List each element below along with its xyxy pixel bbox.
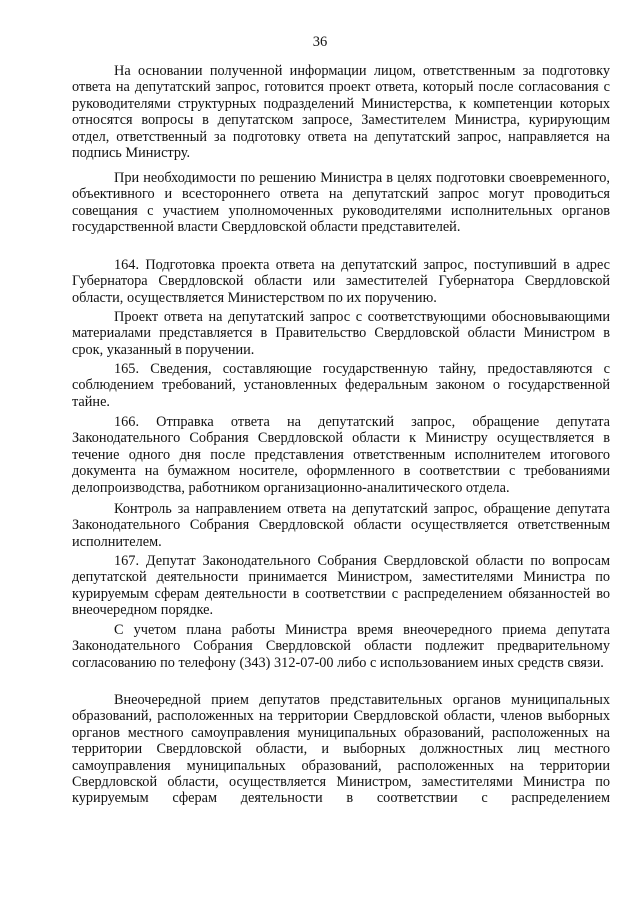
paragraph-draft-submission: Проект ответа на депутатский запрос с соответствующими обосновывающими материалами представляется в Правительство Свердловской области Министром в срок, указанный в поручении. <box>72 309 610 358</box>
paragraph-item-164: 164. Подготовка проекта ответа на депутатский запрос, поступивший в адрес Губернатора Свердловской области или заместителей Губернатора Свердловской области, осуществляется Министерством по их поручению. <box>72 257 610 306</box>
paragraph-municipal-deputies: Внеочередной прием депутатов представительных органов муниципальных образований, расположенных на территории Свердловской области, членов выборных органов местного самоуправления муниципальных образований, расположенных на территории Свердловской области, и выборных должностных лиц местного самоуправления муниципальных образований, расположенных на территории Свердловской области, осуществляется Министром, заместителями Министра по курируемым сферам деятельности в соответствии с распределением <box>72 692 610 807</box>
paragraph-response-preparation: На основании полученной информации лицом, ответственным за подготовку ответа на депутатский запрос, готовится проект ответа, который после согласования с руководителями структурных подразделений Министерства, к компетенции которых относятся вопросы в депутатском запросе, Заместителем Министра, курирующим отдел, ответственный за подготовку ответа на депутатский запрос, направляется на подпись Министру. <box>72 63 610 162</box>
page-number: 36 <box>312 34 328 50</box>
paragraph-item-166: 166. Отправка ответа на депутатский запрос, обращение депутата Законодательного Собрания Свердловской области к Министру осуществляется в течение одного дня после представления ответственным исполнителем итогового документа на бумажном носителе, оформленного в соответствии с требованиями делопроизводства, работником организационно-аналитического отдела. <box>72 414 610 496</box>
paragraph-item-167: 167. Депутат Законодательного Собрания Свердловской области по вопросам депутатской деятельности принимается Министром, заместителями Министра по курируемым сферам деятельности в соответствии с распределением обязанностей во внеочередном порядке. <box>72 553 610 619</box>
paragraph-control: Контроль за направлением ответа на депутатский запрос, обращение депутата Законодательного Собрания Свердловской области осуществляется ответственным исполнителем. <box>72 501 610 550</box>
paragraph-item-165: 165. Сведения, составляющие государственную тайну, предоставляются с соблюдением требований, установленных федеральным законом о государственной тайне. <box>72 361 610 410</box>
paragraph-appointment-scheduling: С учетом плана работы Министра время внеочередного приема депутата Законодательного Собрания Свердловской области подлежит предварительному согласованию по телефону (343) 312-07-00 либо с использованием иных средств связи. <box>72 622 610 671</box>
paragraph-meetings: При необходимости по решению Министра в целях подготовки своевременного, объективного и всестороннего ответа на депутатский запрос могут проводиться совещания с участием уполномоченных руководителями исполнительных органов государственной власти Свердловской области представителей. <box>72 170 610 236</box>
